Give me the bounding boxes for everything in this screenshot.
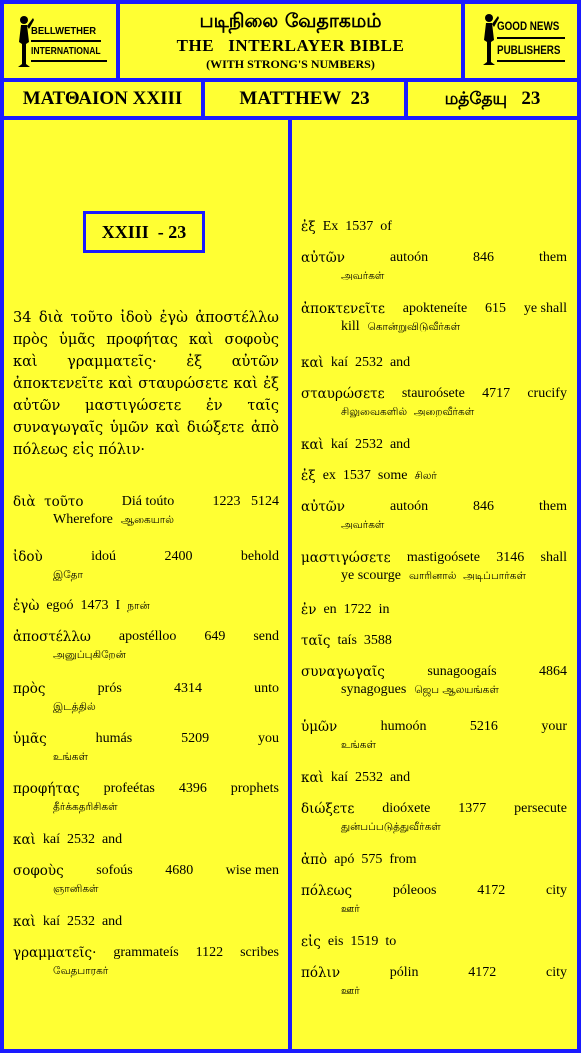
greek-word: ἀπὸ xyxy=(301,852,328,868)
greek-word: ἀποκτενεῖτε xyxy=(301,301,385,317)
strong-number: 3146 xyxy=(496,550,525,565)
word-entry xyxy=(13,831,279,849)
greek-word: ὑμῶν xyxy=(301,719,338,735)
greek-word: καὶ xyxy=(301,770,324,786)
strong-number: 846 xyxy=(473,250,495,265)
english-gloss: wise men xyxy=(225,863,279,878)
greek-word: αὐτῶν xyxy=(301,499,346,515)
word-entry xyxy=(13,780,279,816)
transliteration: kaí xyxy=(330,437,348,452)
word-entry xyxy=(301,498,567,534)
strong-number: 4172 xyxy=(468,965,497,980)
strong-number: 2400 xyxy=(164,549,193,564)
word-entry xyxy=(301,769,567,787)
english-gloss: I xyxy=(115,598,121,613)
english-gloss: and xyxy=(101,914,123,929)
greek-word: γραμματεῖς· xyxy=(13,945,97,961)
greek-word: καὶ xyxy=(13,914,36,930)
greek-word: διὰ τοῦτο xyxy=(13,494,84,510)
word-entry xyxy=(301,549,567,585)
greek-word: σοφοὺς xyxy=(13,863,64,879)
english-gloss: scribes xyxy=(240,945,279,960)
tamil-gloss: அவர்கள் xyxy=(341,519,385,531)
strong-number: 1377 xyxy=(458,801,487,816)
tamil-gloss: இடத்தில் xyxy=(53,701,96,713)
english-gloss: and xyxy=(389,437,411,452)
transliteration: Diá toúto xyxy=(121,494,175,509)
tamil-gloss: கொன்றுவிடுவீர்கள் xyxy=(367,321,461,333)
bellwether-logo-line2: INTERNATIONAL xyxy=(31,45,101,57)
english-gloss-cont: synagogues xyxy=(341,682,407,697)
english-gloss: behold xyxy=(240,549,279,564)
english-gloss: to xyxy=(385,934,397,949)
transliteration: grammateís xyxy=(113,945,179,960)
greek-word: ὑμᾶς xyxy=(13,731,47,747)
english-gloss: city xyxy=(545,883,567,898)
transliteration: humoón xyxy=(380,719,427,734)
strong-number: 2532 xyxy=(66,832,95,847)
transliteration: profeétas xyxy=(103,781,155,796)
strong-number: 2532 xyxy=(66,914,95,929)
tamil-gloss: உங்கள் xyxy=(341,739,376,751)
transliteration: póleoos xyxy=(392,883,437,898)
greek-word: εἰς xyxy=(301,934,321,950)
greek-word: πρὸς xyxy=(13,681,46,697)
english-gloss: them xyxy=(538,499,567,514)
transliteration: eis xyxy=(327,934,344,949)
strong-number: 4314 xyxy=(173,681,202,696)
tamil-gloss: நான் xyxy=(127,600,150,612)
english-gloss: crucify xyxy=(527,386,567,401)
english-gloss: and xyxy=(389,770,411,785)
english-gloss: persecute xyxy=(514,801,567,816)
strong-number: 1223 5124 xyxy=(212,494,279,509)
english-gloss: of xyxy=(380,219,392,234)
transliteration: Ex xyxy=(322,219,339,234)
verse-text: 34 διὰ τοῦτο ἰδοὺ ἐγὼ ἀποστέλλω πρὸς ὑμᾶς προφήτας καὶ σοφοὺς καὶ γραμματεῖς· ἐξ αὐτῶν ἀποκτενεῖτε καὶ σταυρώσετε καὶ ἐξ αὐτῶν μαστιγώσετε ἐν ταῖς συναγωγαῖς ὑμῶν καὶ διώξετε ἀπὸ πόλεως εἰς πόλιν· xyxy=(13,310,279,458)
transliteration: mastigoósete xyxy=(406,550,480,565)
strong-number: 575 xyxy=(361,852,383,867)
transliteration: kaí xyxy=(330,355,348,370)
english-gloss: them xyxy=(538,250,567,265)
tamil-gloss: இதோ xyxy=(53,569,83,581)
word-entry xyxy=(13,913,279,931)
strong-number: 1122 xyxy=(195,945,224,960)
goodnews-logo-panel xyxy=(465,4,577,78)
word-entry xyxy=(13,680,279,716)
bellwether-logo-panel xyxy=(4,4,116,78)
strong-number: 1722 xyxy=(343,602,372,617)
strong-number: 846 xyxy=(473,499,495,514)
english-gloss: your xyxy=(541,719,567,734)
tamil-gloss: ஊர் xyxy=(341,903,360,915)
tamil-book-title xyxy=(408,82,577,116)
greek-word: καὶ xyxy=(13,832,36,848)
greek-word: καὶ xyxy=(301,437,324,453)
strong-number: 1473 xyxy=(80,598,109,613)
tamil-gloss: தீர்க்கதரிசிகள் xyxy=(53,801,118,813)
strong-number: 4680 xyxy=(165,863,194,878)
transliteration: egoó xyxy=(46,598,74,613)
greek-word: διώξετε xyxy=(301,801,355,817)
strong-number: 2532 xyxy=(354,355,383,370)
right-column xyxy=(292,120,577,1049)
strong-number: 649 xyxy=(204,629,226,644)
word-entry xyxy=(13,944,279,980)
transliteration: taís xyxy=(337,633,357,648)
word-entry xyxy=(13,597,279,615)
word-entry xyxy=(301,632,567,650)
strong-number: 5209 xyxy=(181,731,210,746)
english-gloss-cont: kill xyxy=(341,319,360,334)
english-gloss: city xyxy=(546,965,567,980)
transliteration: apostélloo xyxy=(118,629,177,644)
strong-number: 5216 xyxy=(469,719,498,734)
word-entry xyxy=(301,601,567,619)
strong-number: 4864 xyxy=(539,664,567,679)
tamil-gloss: வாரினால் அடிப்பார்கள் xyxy=(409,570,526,582)
transliteration: humás xyxy=(95,731,133,746)
word-entry xyxy=(301,718,567,754)
strong-number: 615 xyxy=(485,301,507,316)
tamil-chapter-number: 23 xyxy=(521,88,541,109)
tamil-gloss: ஞானிகள் xyxy=(53,883,99,895)
strong-number: 2532 xyxy=(354,770,383,785)
greek-word: συναγωγαῖς xyxy=(301,664,385,680)
english-gloss: prophets xyxy=(230,781,279,796)
english-book-title xyxy=(205,82,404,116)
greek-word: ἰδοὺ xyxy=(13,549,43,565)
transliteration: dioóxete xyxy=(382,801,431,816)
english-book-title-text: MATTHEW 23 xyxy=(239,88,370,109)
transliteration: kaí xyxy=(42,832,60,847)
greek-word: αὐτῶν xyxy=(301,250,346,266)
chapter-box: XXIII - 23 xyxy=(83,211,205,253)
greek-word: πόλεως xyxy=(301,883,353,899)
greek-word: πόλιν xyxy=(301,965,341,981)
tamil-gloss: சிலர் xyxy=(414,470,437,482)
title-subtitle: (WITH STRONG'S NUMBERS) xyxy=(206,57,375,71)
tamil-gloss: உங்கள் xyxy=(53,751,88,763)
english-gloss: send xyxy=(253,629,279,644)
english-gloss: unto xyxy=(254,681,279,696)
word-entry xyxy=(13,548,279,584)
tamil-book-name: மத்தேயு xyxy=(444,89,508,109)
bellwether-logo xyxy=(4,4,116,78)
word-entry xyxy=(301,882,567,918)
strong-number: 1537 xyxy=(345,219,374,234)
title-english: THE INTERLAYER BIBLE xyxy=(176,36,405,55)
word-entry xyxy=(301,800,567,836)
greek-word: ἐξ xyxy=(301,468,316,484)
transliteration: ex xyxy=(322,468,336,483)
word-entry xyxy=(301,354,567,372)
word-entry xyxy=(13,862,279,898)
word-entry xyxy=(301,218,567,236)
strong-number: 1519 xyxy=(350,934,379,949)
transliteration: apokteneíte xyxy=(402,301,468,316)
bellwether-logo-line1: BELLWETHER xyxy=(31,25,97,37)
tamil-gloss: ஊர் xyxy=(341,985,360,997)
english-gloss: from xyxy=(389,852,417,867)
transliteration: sunagoogaís xyxy=(427,664,497,679)
goodnews-logo xyxy=(465,4,577,78)
word-entry xyxy=(301,851,567,869)
transliteration: kaí xyxy=(42,914,60,929)
english-gloss-cont: Wherefore xyxy=(53,512,113,527)
tamil-gloss: துன்பப்படுத்துவீர்கள் xyxy=(341,821,441,833)
word-entry xyxy=(13,730,279,766)
header-title-panel xyxy=(120,4,461,78)
transliteration: sofoús xyxy=(96,863,133,878)
greek-word: ταῖς xyxy=(301,633,331,649)
title-tamil: படிநிலை வேதாகமம் xyxy=(199,10,382,32)
transliteration: autoón xyxy=(389,250,429,265)
word-entry xyxy=(301,385,567,421)
greek-word: σταυρώσετε xyxy=(301,386,385,402)
left-column xyxy=(4,120,288,1049)
greek-word: ἀποστέλλω xyxy=(13,629,91,645)
word-entry xyxy=(301,964,567,1000)
word-entry xyxy=(13,628,279,664)
strong-number: 4172 xyxy=(477,883,506,898)
english-gloss: ye shall xyxy=(523,301,567,316)
goodnews-logo-line2: PUBLISHERS xyxy=(497,43,561,57)
transliteration: pólin xyxy=(389,965,419,980)
strong-number: 1537 xyxy=(342,468,371,483)
english-gloss: some xyxy=(377,468,408,483)
word-entry xyxy=(301,467,567,485)
tamil-gloss: அனுப்புகிறேன் xyxy=(53,649,126,661)
greek-word: ἐγὼ xyxy=(13,598,40,614)
english-gloss: shall xyxy=(540,550,567,565)
greek-word: καὶ xyxy=(301,355,324,371)
word-entry xyxy=(301,436,567,454)
strong-number: 2532 xyxy=(354,437,383,452)
english-gloss-cont: ye scourge xyxy=(341,568,401,583)
transliteration: en xyxy=(323,602,337,617)
transliteration: kaí xyxy=(330,770,348,785)
greek-book-title: ΜΑΤΘΑΙΟΝ XXIII xyxy=(4,82,201,116)
transliteration: prós xyxy=(97,681,122,696)
tamil-gloss: சிலுவைகளில் அறைவீர்கள் xyxy=(341,406,475,418)
transliteration: stauroósete xyxy=(401,386,465,401)
word-entry xyxy=(13,493,279,529)
goodnews-logo-line1: GOOD NEWS xyxy=(497,19,560,33)
tamil-gloss: ஆகையால் xyxy=(120,514,174,526)
strong-number: 4396 xyxy=(178,781,207,796)
transliteration: idoú xyxy=(91,549,117,564)
greek-word: προφήτας xyxy=(13,781,80,797)
word-entry xyxy=(301,249,567,285)
word-entry xyxy=(301,663,567,699)
greek-word: ἐξ xyxy=(301,219,316,235)
english-gloss: and xyxy=(389,355,411,370)
tamil-gloss: வேதபாரகர் xyxy=(53,965,109,977)
english-gloss: you xyxy=(258,731,279,746)
english-gloss: and xyxy=(101,832,123,847)
transliteration: autoón xyxy=(389,499,429,514)
english-gloss: in xyxy=(378,602,390,617)
greek-word: ἐν xyxy=(301,602,317,618)
greek-word: μαστιγώσετε xyxy=(301,550,391,566)
word-entry xyxy=(301,300,567,336)
tamil-gloss: ஜெப ஆலயங்கள் xyxy=(414,684,499,696)
strong-number: 4717 xyxy=(482,386,511,401)
tamil-gloss: அவர்கள் xyxy=(341,270,385,282)
transliteration: apó xyxy=(334,852,355,867)
word-entry xyxy=(301,933,567,951)
strong-number: 3588 xyxy=(363,633,392,648)
